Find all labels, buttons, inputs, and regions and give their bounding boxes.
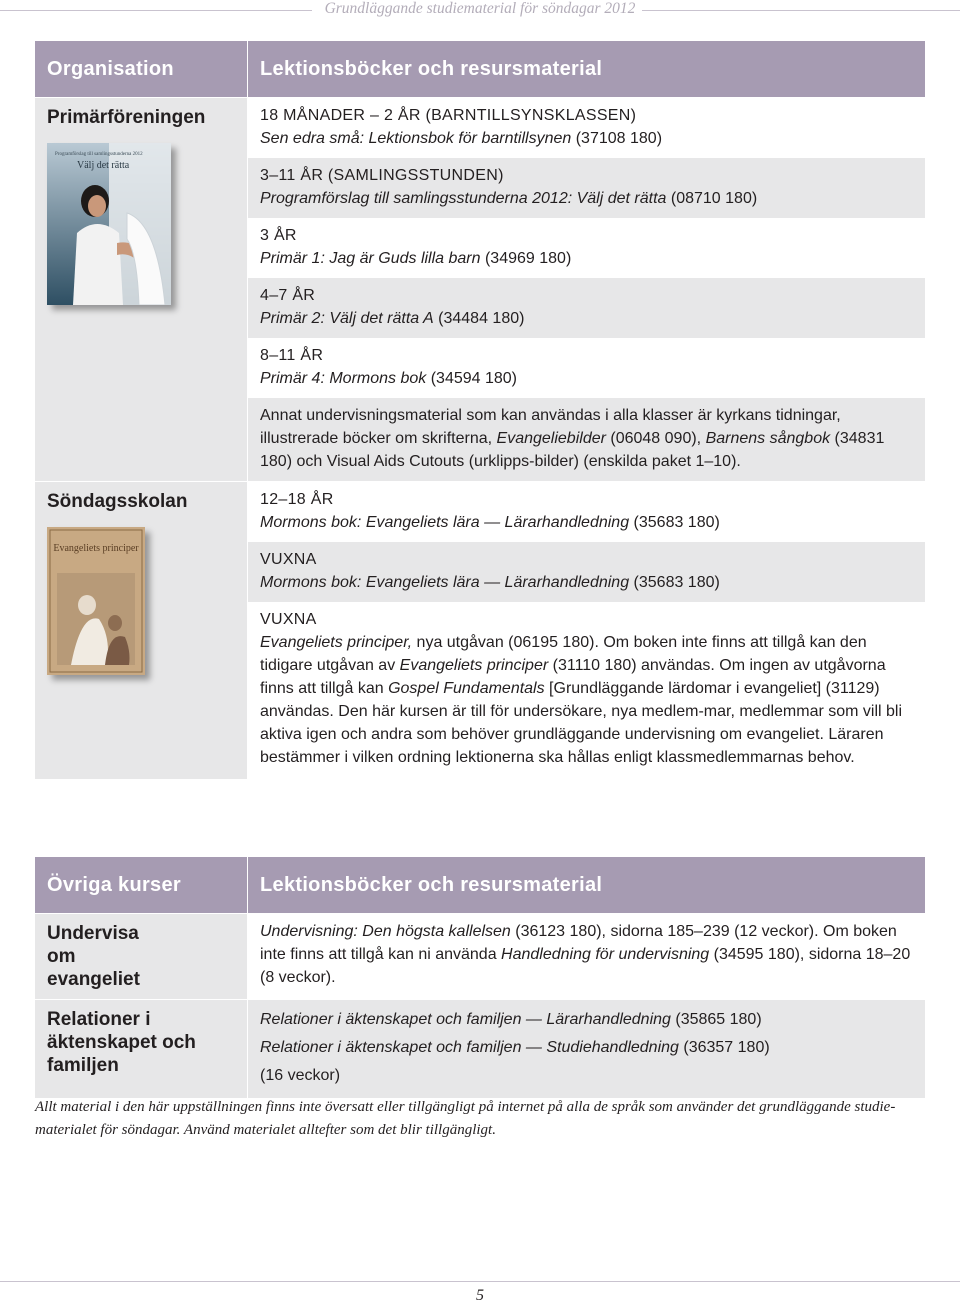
age-group: 3–11 ÅR (SAMLINGSSTUNDEN)	[260, 167, 504, 184]
other-materials: Annat undervisningsmaterial som kan användas i alla klasser är kyrkans tidningar, illustrerade böcker om skrifterna, Evangeliebilder (06048 090), Barnens sångbok (34831 180) och Visual Aids Cutouts (urklipps-bilder) (enskilda paket 1–10).	[248, 398, 925, 481]
manual-title: Programförslag till samlingsstunderna 2012: Välj det rätta	[260, 190, 667, 207]
cover-title: Evangeliets principer	[53, 543, 139, 554]
footnote: Allt material i den här uppställningen finns inte översatt eller tillgängligt på internet på alla de språk som använder det grundläggande studie-materialet för söndagar. Använd materialet alltefter som det blir tillgängligt.	[35, 1099, 896, 1138]
list-item	[248, 218, 925, 278]
sunday-org-cell	[35, 482, 247, 779]
course-name-cell	[35, 1000, 247, 1098]
course-name: Relationer i äktenskapet och familjen	[47, 1009, 196, 1076]
item-number: (37108 180)	[571, 130, 663, 147]
org-name: Söndagsskolan	[47, 491, 188, 512]
teach-gospel-row	[35, 914, 925, 999]
col-header-courses: Övriga kurser	[35, 857, 247, 913]
item-number: (35683 180)	[629, 514, 720, 531]
primary-org-cell	[35, 98, 247, 481]
list-item	[248, 482, 925, 542]
item-number: (34969 180)	[480, 250, 572, 267]
list-item	[248, 338, 925, 398]
col-header-materials: Lektionsböcker och resursmaterial	[248, 41, 925, 97]
primary-section	[35, 98, 925, 481]
other-courses-table	[35, 857, 925, 1098]
col-header-organisation: Organisation	[35, 41, 247, 97]
manual-title: Primär 2: Välj det rätta A	[260, 310, 434, 327]
list-item	[248, 278, 925, 338]
table-header-row	[35, 41, 925, 97]
cover-title: Välj det rätta	[77, 160, 130, 171]
manual-title: Mormons bok: Evangeliets lära — Lärarhandledning	[260, 514, 630, 531]
age-group: VUXNA	[260, 551, 317, 568]
age-group: 4–7 ÅR	[260, 287, 316, 304]
page-number: 5	[476, 1287, 484, 1304]
age-group: 12–18 ÅR	[260, 491, 334, 508]
sunday-school-section	[35, 482, 925, 779]
course-name: Undervisa om evangeliet	[47, 923, 140, 990]
course-materials-cell: Undervisning: Den högsta kallelsen (36123 180), sidorna 185–239 (12 veckor). Om boken inte finns att tillgå kan ni använda Handledning för undervisning (34595 180), sidorna 18–20 (8 veckor).	[248, 914, 925, 999]
org-name: Primärföreningen	[47, 107, 206, 128]
book-cover-image	[47, 527, 145, 675]
header-rule-right	[642, 10, 960, 11]
list-item	[248, 158, 925, 218]
sunday-materials-cell	[248, 482, 925, 779]
age-group: 3 ÅR	[260, 227, 297, 244]
course-name-cell	[35, 914, 247, 999]
manual-title: Primär 1: Jag är Guds lilla barn	[260, 250, 481, 267]
table-header-row	[35, 857, 925, 913]
col-header-materials: Lektionsböcker och resursmaterial	[248, 857, 925, 913]
age-group: 18 MÅNADER – 2 ÅR (BARNTILLSYNSKLASSEN)	[260, 107, 637, 124]
item-number: (35683 180)	[629, 574, 720, 591]
list-item: VUXNA Evangeliets principer, nya utgåvan (06195 180). Om boken inte finns att tillgå kan den tidigare utgåvan av Evangeliets principer (31110 180) användas. Om ingen av utgåvorna finns att tillgå kan Gospel Fundamentals [Grundläggande lärdomar i evangeliet] (31129) användas. Den här kursen är till för undersökare, nya medlem-mar, medlemmar som vill bli aktiva igen och andra som behöver grundläggande undervisning om evangeliet. Läraren bestämmer i vilken ordning lektionerna ska hållas enligt klassmedlemmarnas behov.	[248, 602, 925, 779]
age-group: VUXNA	[260, 611, 317, 628]
svg-text:Programförslag till samlingsst: Programförslag till samlingsstunderna 2012	[55, 152, 143, 157]
course-materials-cell: Relationer i äktenskapet och familjen — Lärarhandledning (35865 180) Relationer i äktenskapet och familjen — Studiehandledning (36357 180) (16 veckor)	[248, 1000, 925, 1098]
footer-rule	[0, 1281, 960, 1282]
manual-title: Sen edra små: Lektionsbok för barntillsynen	[260, 130, 572, 147]
item-number: (34594 180)	[426, 370, 517, 387]
list-item	[248, 98, 925, 158]
curriculum-table	[35, 41, 925, 779]
list-item	[248, 542, 925, 602]
age-group: 8–11 ÅR	[260, 347, 324, 364]
manual-title: Mormons bok: Evangeliets lära — Lärarhandledning	[260, 574, 630, 591]
primary-materials-cell	[248, 98, 925, 481]
book-cover-image	[47, 143, 171, 305]
marriage-family-row	[35, 1000, 925, 1098]
running-header: Grundläggande studiematerial för söndagar 2012	[324, 0, 636, 17]
manual-title: Primär 4: Mormons bok	[260, 370, 427, 387]
item-number: (34484 180)	[433, 310, 525, 327]
item-number: (08710 180)	[666, 190, 758, 207]
